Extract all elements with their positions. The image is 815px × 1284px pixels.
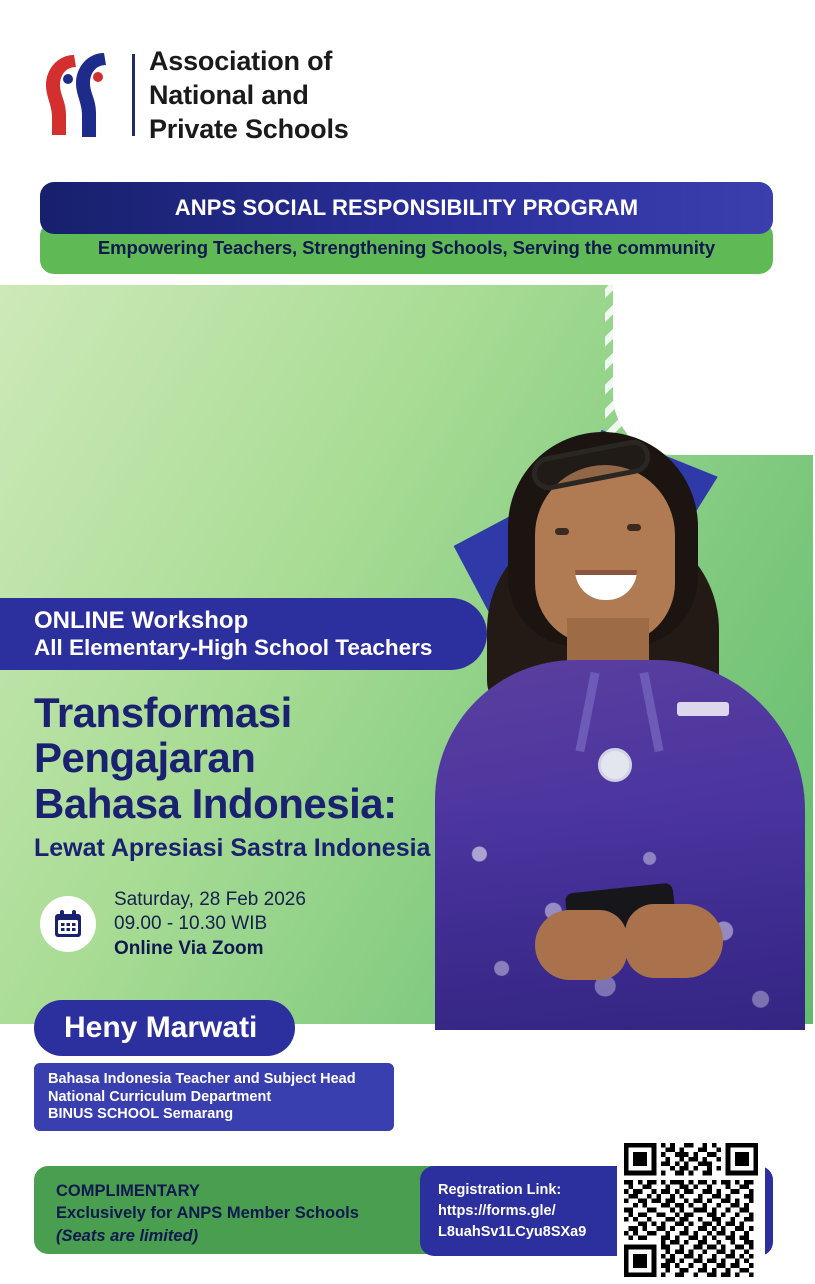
photo-hand-right bbox=[625, 904, 723, 978]
speaker-name-text: Heny Marwati bbox=[64, 1011, 258, 1044]
speaker-role-box bbox=[34, 1063, 394, 1131]
workshop-subtitle: Lewat Apresiasi Sastra Indonesia bbox=[34, 834, 431, 863]
photo-hand-left bbox=[535, 910, 627, 980]
logo-divider bbox=[132, 54, 135, 136]
pricing-box bbox=[34, 1166, 474, 1254]
organization-logo-block bbox=[40, 44, 349, 146]
speaker-role-line-3: BINUS SCHOOL Semarang bbox=[48, 1106, 234, 1123]
workshop-type-label: ONLINE Workshop bbox=[34, 607, 249, 635]
photo-eye-right bbox=[627, 524, 641, 531]
org-name-line-1: Association of bbox=[149, 46, 333, 76]
workshop-title-line-2: Pengajaran bbox=[34, 734, 256, 782]
photo-chest-logo bbox=[677, 702, 729, 716]
qr-code-icon bbox=[624, 1143, 758, 1277]
org-name-line-3: Private Schools bbox=[149, 114, 349, 145]
program-title-text: ANPS SOCIAL RESPONSIBILITY PROGRAM bbox=[174, 195, 639, 220]
pricing-line-2: Exclusively for ANPS Member Schools bbox=[56, 1204, 359, 1223]
schedule-text bbox=[114, 888, 306, 961]
schedule-time: 09.00 - 10.30 WIB bbox=[114, 913, 268, 935]
calendar-icon bbox=[52, 908, 84, 940]
speaker-role-line-1: Bahasa Indonesia Teacher and Subject Head bbox=[48, 1071, 356, 1087]
workshop-title-block bbox=[34, 690, 504, 863]
photo-eye-left bbox=[555, 528, 569, 535]
schedule-platform: Online Via Zoom bbox=[114, 937, 264, 959]
speaker-name-pill bbox=[34, 1000, 295, 1056]
main-content-panel bbox=[0, 285, 813, 1245]
program-banner bbox=[40, 182, 773, 234]
tagline-text: Empowering Teachers, Strengthening Schools, Serving the community bbox=[97, 237, 716, 258]
schedule-block bbox=[40, 888, 306, 961]
calendar-icon-badge bbox=[40, 896, 96, 952]
organization-name bbox=[149, 44, 349, 146]
workshop-title-line-1: Transformasi bbox=[34, 689, 292, 736]
workshop-type-pill bbox=[0, 598, 487, 670]
qr-code-registration[interactable] bbox=[617, 1136, 765, 1284]
registration-url-line-2[interactable]: L8uahSv1LCyu8SXa9 bbox=[438, 1224, 587, 1241]
schedule-date: Saturday, 28 Feb 2026 bbox=[114, 889, 306, 910]
registration-url-line-1[interactable]: https://forms.gle/ bbox=[438, 1203, 556, 1220]
workshop-title-line-3: Bahasa Indonesia: bbox=[34, 779, 397, 827]
speaker-role-line-2: National Curriculum Department bbox=[48, 1088, 272, 1105]
registration-label: Registration Link: bbox=[438, 1182, 562, 1198]
pricing-line-1: COMPLIMENTARY bbox=[56, 1182, 200, 1200]
photo-id-badge bbox=[598, 748, 632, 782]
workshop-audience-label: All Elementary-High School Teachers bbox=[34, 634, 433, 660]
pricing-line-3: (Seats are limited) bbox=[56, 1226, 199, 1245]
org-name-line-2: National and bbox=[149, 80, 309, 111]
two-faces-profile-logo-icon bbox=[40, 49, 118, 141]
